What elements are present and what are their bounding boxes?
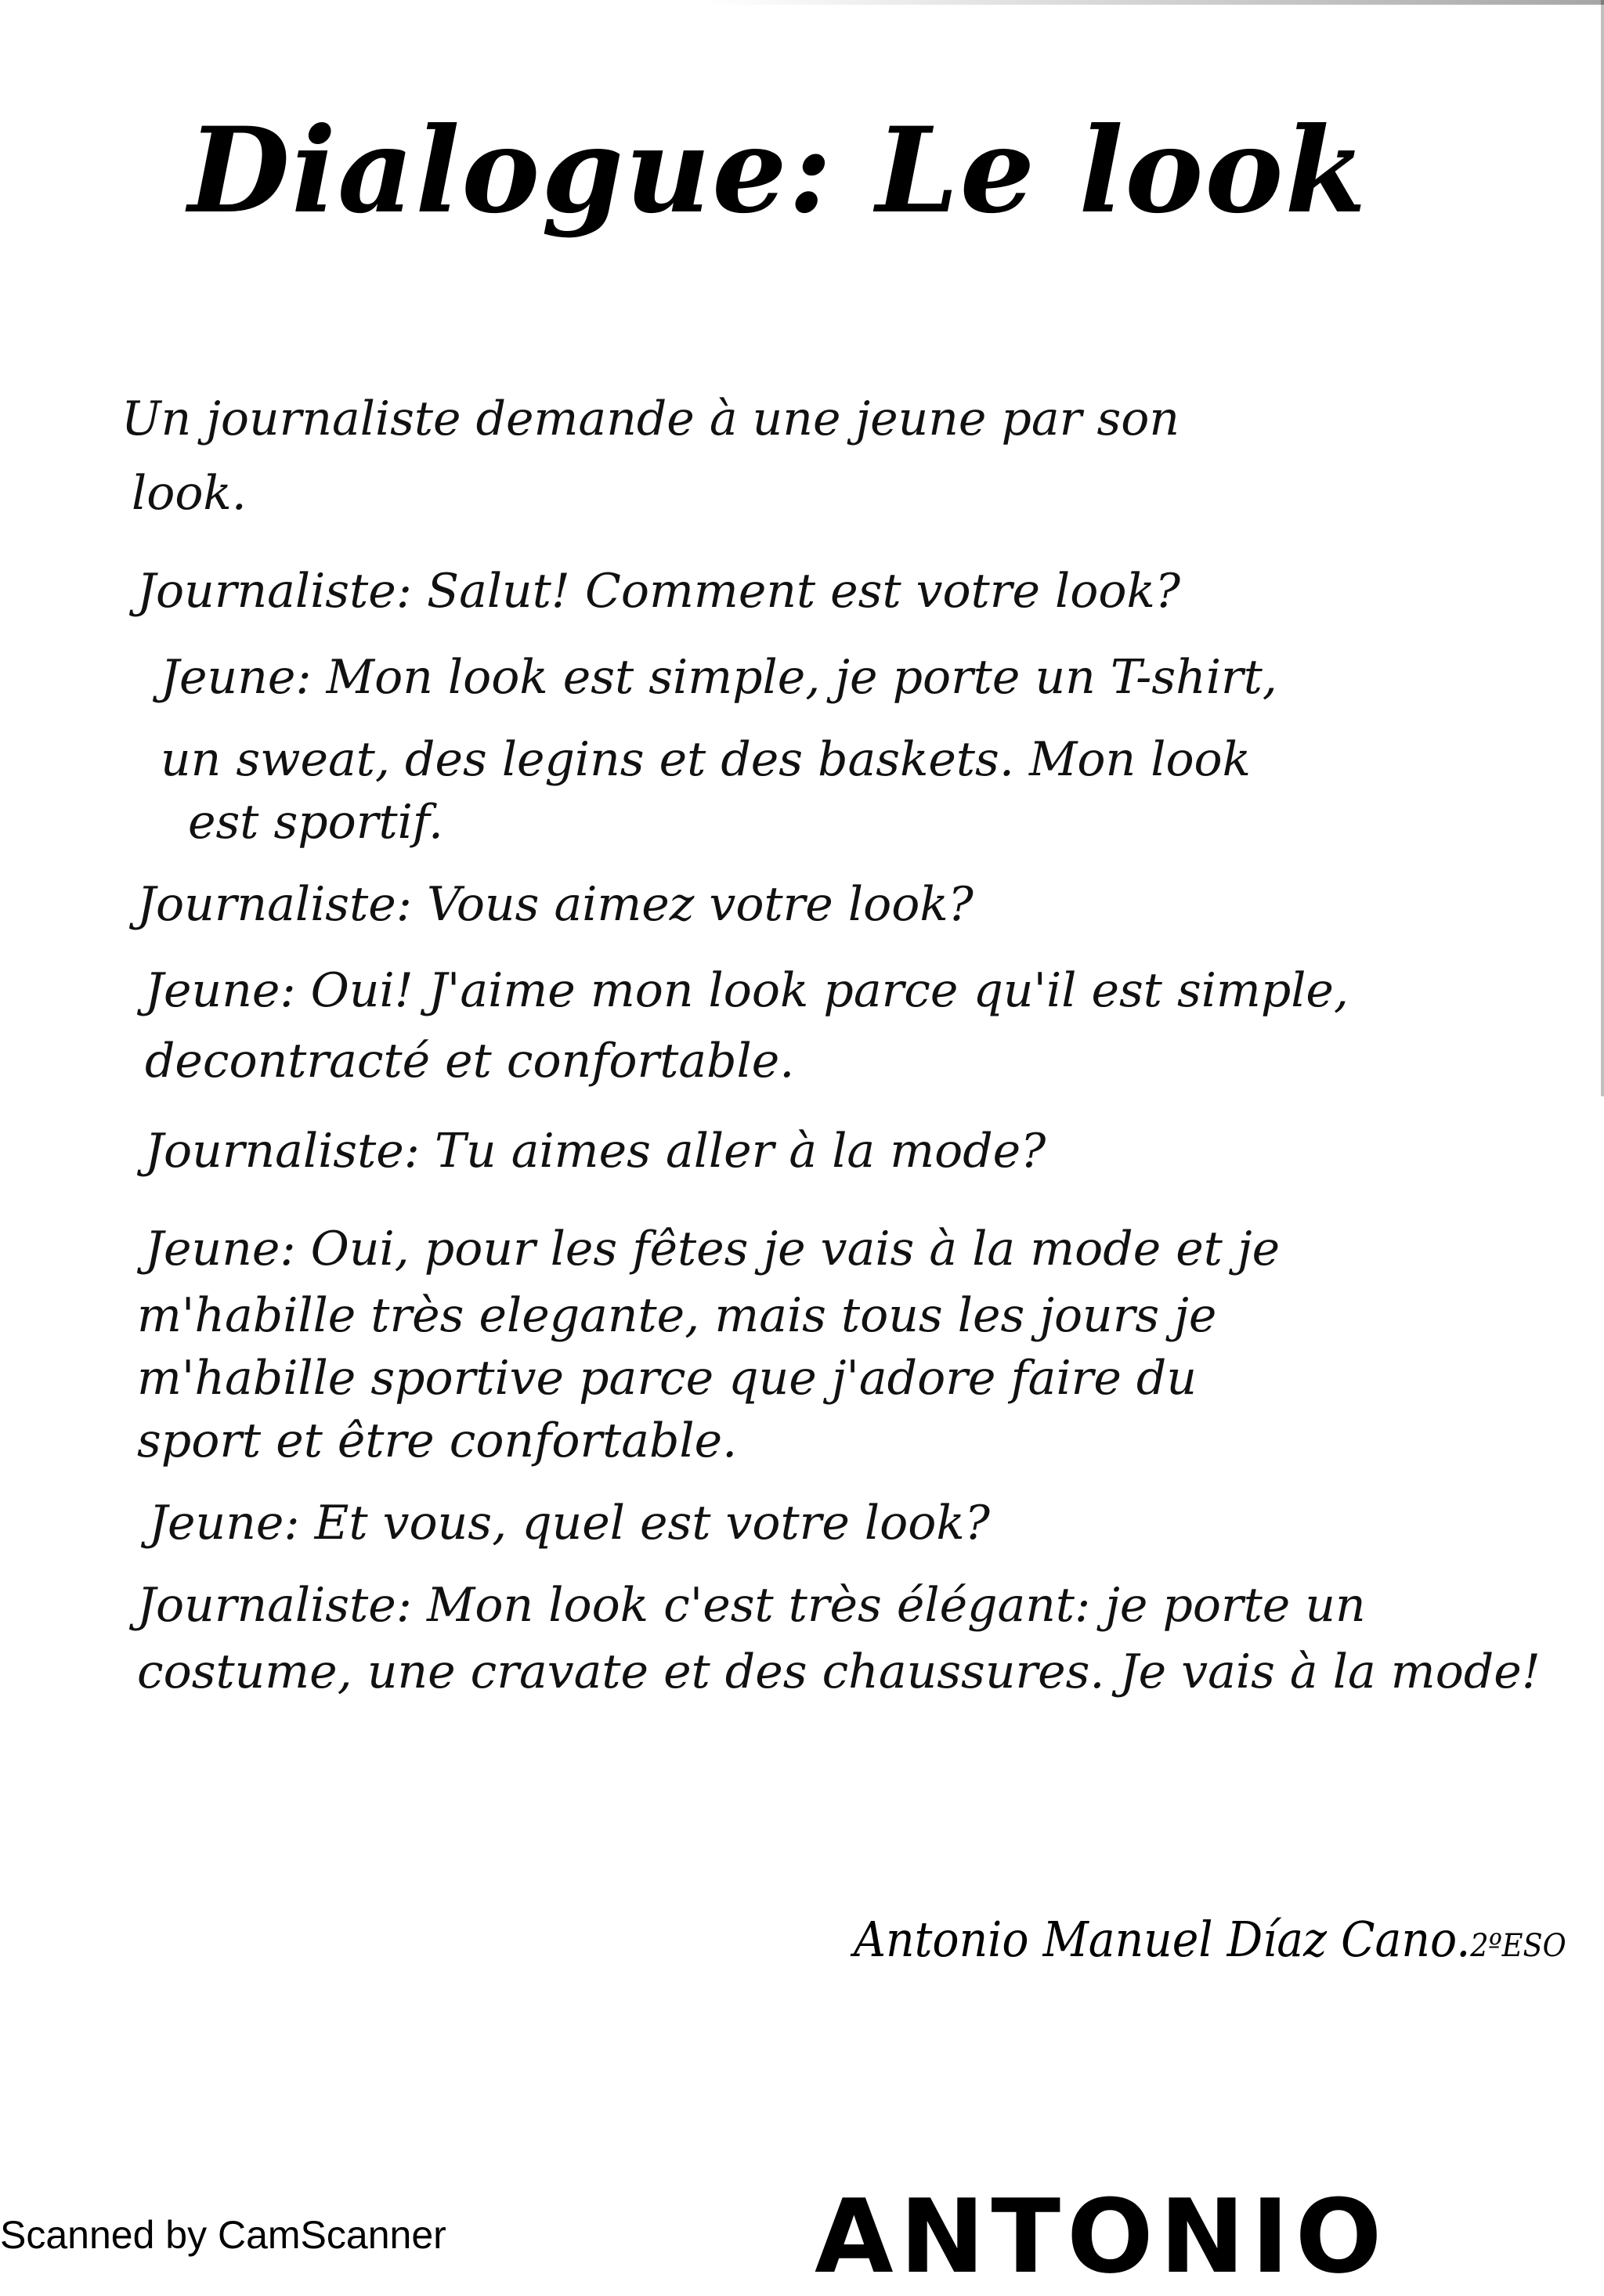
intro-line: Un journaliste demande à une jeune par son — [121, 392, 1180, 446]
dialogue-line: Jeune: Mon look est simple, je porte un T-shirt, — [161, 650, 1277, 705]
signature — [854, 1911, 1566, 1968]
scan-top-edge — [705, 0, 1604, 5]
page-title: Dialogue: Le look — [188, 102, 1368, 240]
name-stamp-fragment — [815, 2161, 1389, 2296]
dialogue-line: Journaliste: Vous aimez votre look? — [137, 877, 974, 932]
dialogue-line: un sweat, des legins et des baskets. Mon look — [161, 732, 1252, 787]
dialogue-line: est sportif. — [188, 795, 443, 850]
dialogue-line: costume, une cravate et des chaussures. Je vais à la mode! — [137, 1644, 1541, 1699]
dialogue-line: sport et être confortable. — [137, 1413, 738, 1468]
dialogue-line: Journaliste: Tu aimes aller à la mode? — [145, 1124, 1046, 1179]
dialogue-line: m'habille très elegante, mais tous les jours je — [137, 1288, 1217, 1343]
scanner-watermark: Scanned by CamScanner — [0, 2213, 446, 2257]
dialogue-line: m'habille sportive parce que j'adore faire du — [137, 1351, 1197, 1406]
signature-grade: 2ºESO — [1470, 1928, 1566, 1964]
dialogue-line: Jeune: Oui! J'aime mon look parce qu'il est simple, — [145, 963, 1349, 1018]
dialogue-line: Jeune: Et vous, quel est votre look? — [149, 1496, 990, 1551]
stamp-text: ANTONIO — [815, 2177, 1389, 2296]
scan-right-edge — [1601, 0, 1604, 1096]
dialogue-line: Journaliste: Salut! Comment est votre look? — [137, 564, 1180, 619]
signature-name: Antonio Manuel Díaz Cano. — [854, 1911, 1471, 1968]
intro-line: look. — [132, 466, 247, 521]
dialogue-line: Journaliste: Mon look c'est très élégant: je porte un — [137, 1578, 1366, 1633]
dialogue-line: Jeune: Oui, pour les fêtes je vais à la mode et je — [145, 1222, 1281, 1276]
dialogue-line: decontracté et confortable. — [145, 1034, 795, 1088]
